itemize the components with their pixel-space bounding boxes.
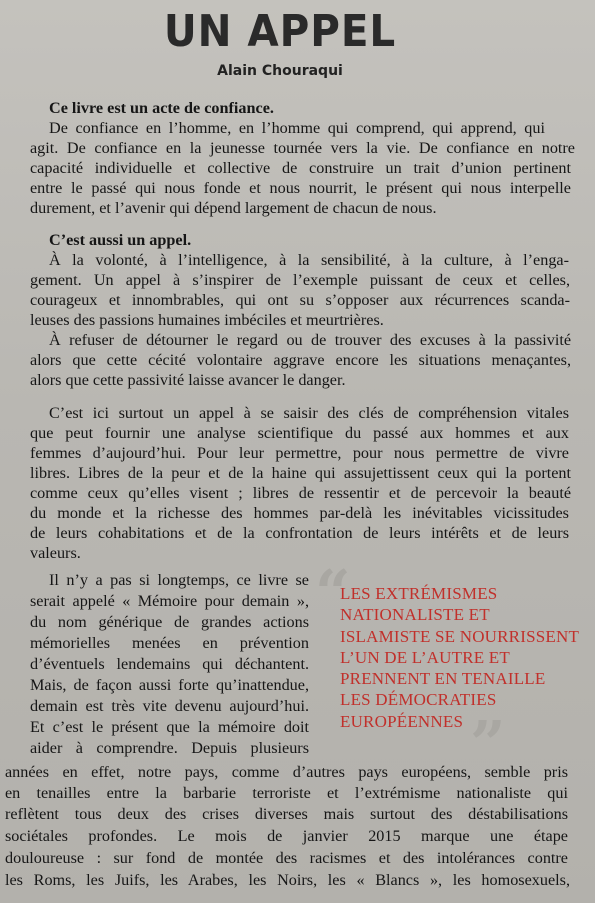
text-line: mémorielles menées en prévention (30, 634, 309, 652)
text-line: capacité individuelle et collective de construire un trait d’union pertinent (30, 159, 571, 177)
pull-quote (340, 583, 578, 732)
text-line: d’éventuels lendemains qui déchantent. (30, 655, 309, 673)
text-line: courageux et innombrables, qui ont su s’opposer aux récurrences scanda- (30, 291, 570, 309)
text-line: Mais, de façon aussi forte qu’inattendue, (30, 676, 309, 694)
text-line: reflètent tous deux des crises diverses mais surtout des déstabilisations (5, 805, 568, 823)
pull-quote-line: EUROPÉENNES (340, 711, 464, 731)
pull-quote-line: L’UN DE L’AUTRE ET (340, 647, 510, 667)
paragraph-heading: C’est aussi un appel. (49, 231, 192, 249)
paragraph-heading: Ce livre est un acte de confiance. (49, 99, 274, 117)
text-line: alors que cette passivité laisse avancer le danger. (30, 371, 346, 389)
text-line: agit. De confiance en la jeunesse tournée vers la vie. De confiance en notre (30, 139, 575, 157)
text-line: du nom générique de grandes actions (30, 613, 309, 631)
text-line: femmes d’aujourd’hui. Pour leur permettre, pour nous permettre de vivre (30, 444, 569, 462)
text-line: que peut fournir une analyse scientifique du passé aux hommes et aux (30, 424, 569, 442)
text-line: comme ceux qu’elles visent ; libres de ressentir et de percevoir la beauté (30, 484, 571, 502)
text-line: C’est ici surtout un appel à se saisir des clés de compréhension vitales (49, 404, 569, 422)
text-line: demain est très vite devenu aujourd’hui. (30, 697, 309, 715)
text-line: en tenailles entre la barbarie terroriste et l’extrémisme nationaliste qui (5, 784, 568, 802)
text-line: À refuser de détourner le regard ou de trouver des excuses à la passivité (49, 331, 571, 349)
text-line: Et c’est le présent que la mémoire doit (30, 718, 309, 736)
text-line: serait appelé « Mémoire pour demain », (30, 592, 309, 610)
close-quote-mark-icon: ” (470, 707, 506, 780)
pull-quote-line: NATIONALISTE ET (340, 605, 490, 625)
text-line: du monde et la richesse des hommes par-delà les inévitables vicissitudes (30, 504, 569, 522)
text-line: À la volonté, à l’intelligence, à la sensibilité, à la culture, à l’enga- (49, 251, 569, 269)
text-line: gement. Un appel à s’inspirer de l’exemple puissant de ceux et celles, (30, 271, 570, 289)
text-line: entre le passé qui nous fonde et nous nourrit, le présent qui nous interpelle (30, 179, 571, 197)
text-line: années en effet, notre pays, comme d’autres pays européens, semble pris (5, 763, 568, 781)
text-line: leuses des passions humaines imbéciles et meurtrières. (30, 311, 384, 329)
article-title: UN APPEL (163, 6, 397, 57)
pull-quote-line: LES EXTRÉMISMES (340, 584, 498, 603)
pull-quote-line: ISLAMISTE SE NOURRISSENT (340, 626, 580, 646)
text-line: sociétales profondes. Le mois de janvier 2015 marque une étape (5, 827, 568, 845)
text-line: les Roms, les Juifs, les Arabes, les Noirs, les « Blancs », les homosexuels, (5, 871, 570, 889)
text-line: libres. Libres de la peur et de la haine qui assujettissent ceux qui la portent (30, 464, 571, 482)
text-line: valeurs. (30, 544, 81, 562)
text-line: aider à comprendre. Depuis plusieurs (30, 739, 309, 757)
text-line: douloureuse : sur fond de montée des racismes et des intolérances contre (5, 849, 568, 867)
text-line: de leurs cohabitations et de la confrontation de leurs intérêts et de leurs (30, 524, 569, 542)
text-line: durement, et l’avenir qui dépend largement de chacun de nous. (30, 199, 437, 217)
pull-quote-line: LES DÉMOCRATIES (340, 690, 497, 710)
text-line: Il n’y a pas si longtemps, ce livre se (49, 571, 309, 589)
pull-quote-line: PRENNENT EN TENAILLE (340, 669, 546, 689)
text-line: alors que cette cécité volontaire aggrave encore les situations menaçantes, (30, 351, 571, 369)
author-name: Alain Chouraqui (217, 63, 343, 79)
text-line: De confiance en l’homme, en l’homme qui comprend, qui apprend, qui (49, 119, 545, 137)
open-quote-mark-icon: “ (315, 556, 351, 629)
